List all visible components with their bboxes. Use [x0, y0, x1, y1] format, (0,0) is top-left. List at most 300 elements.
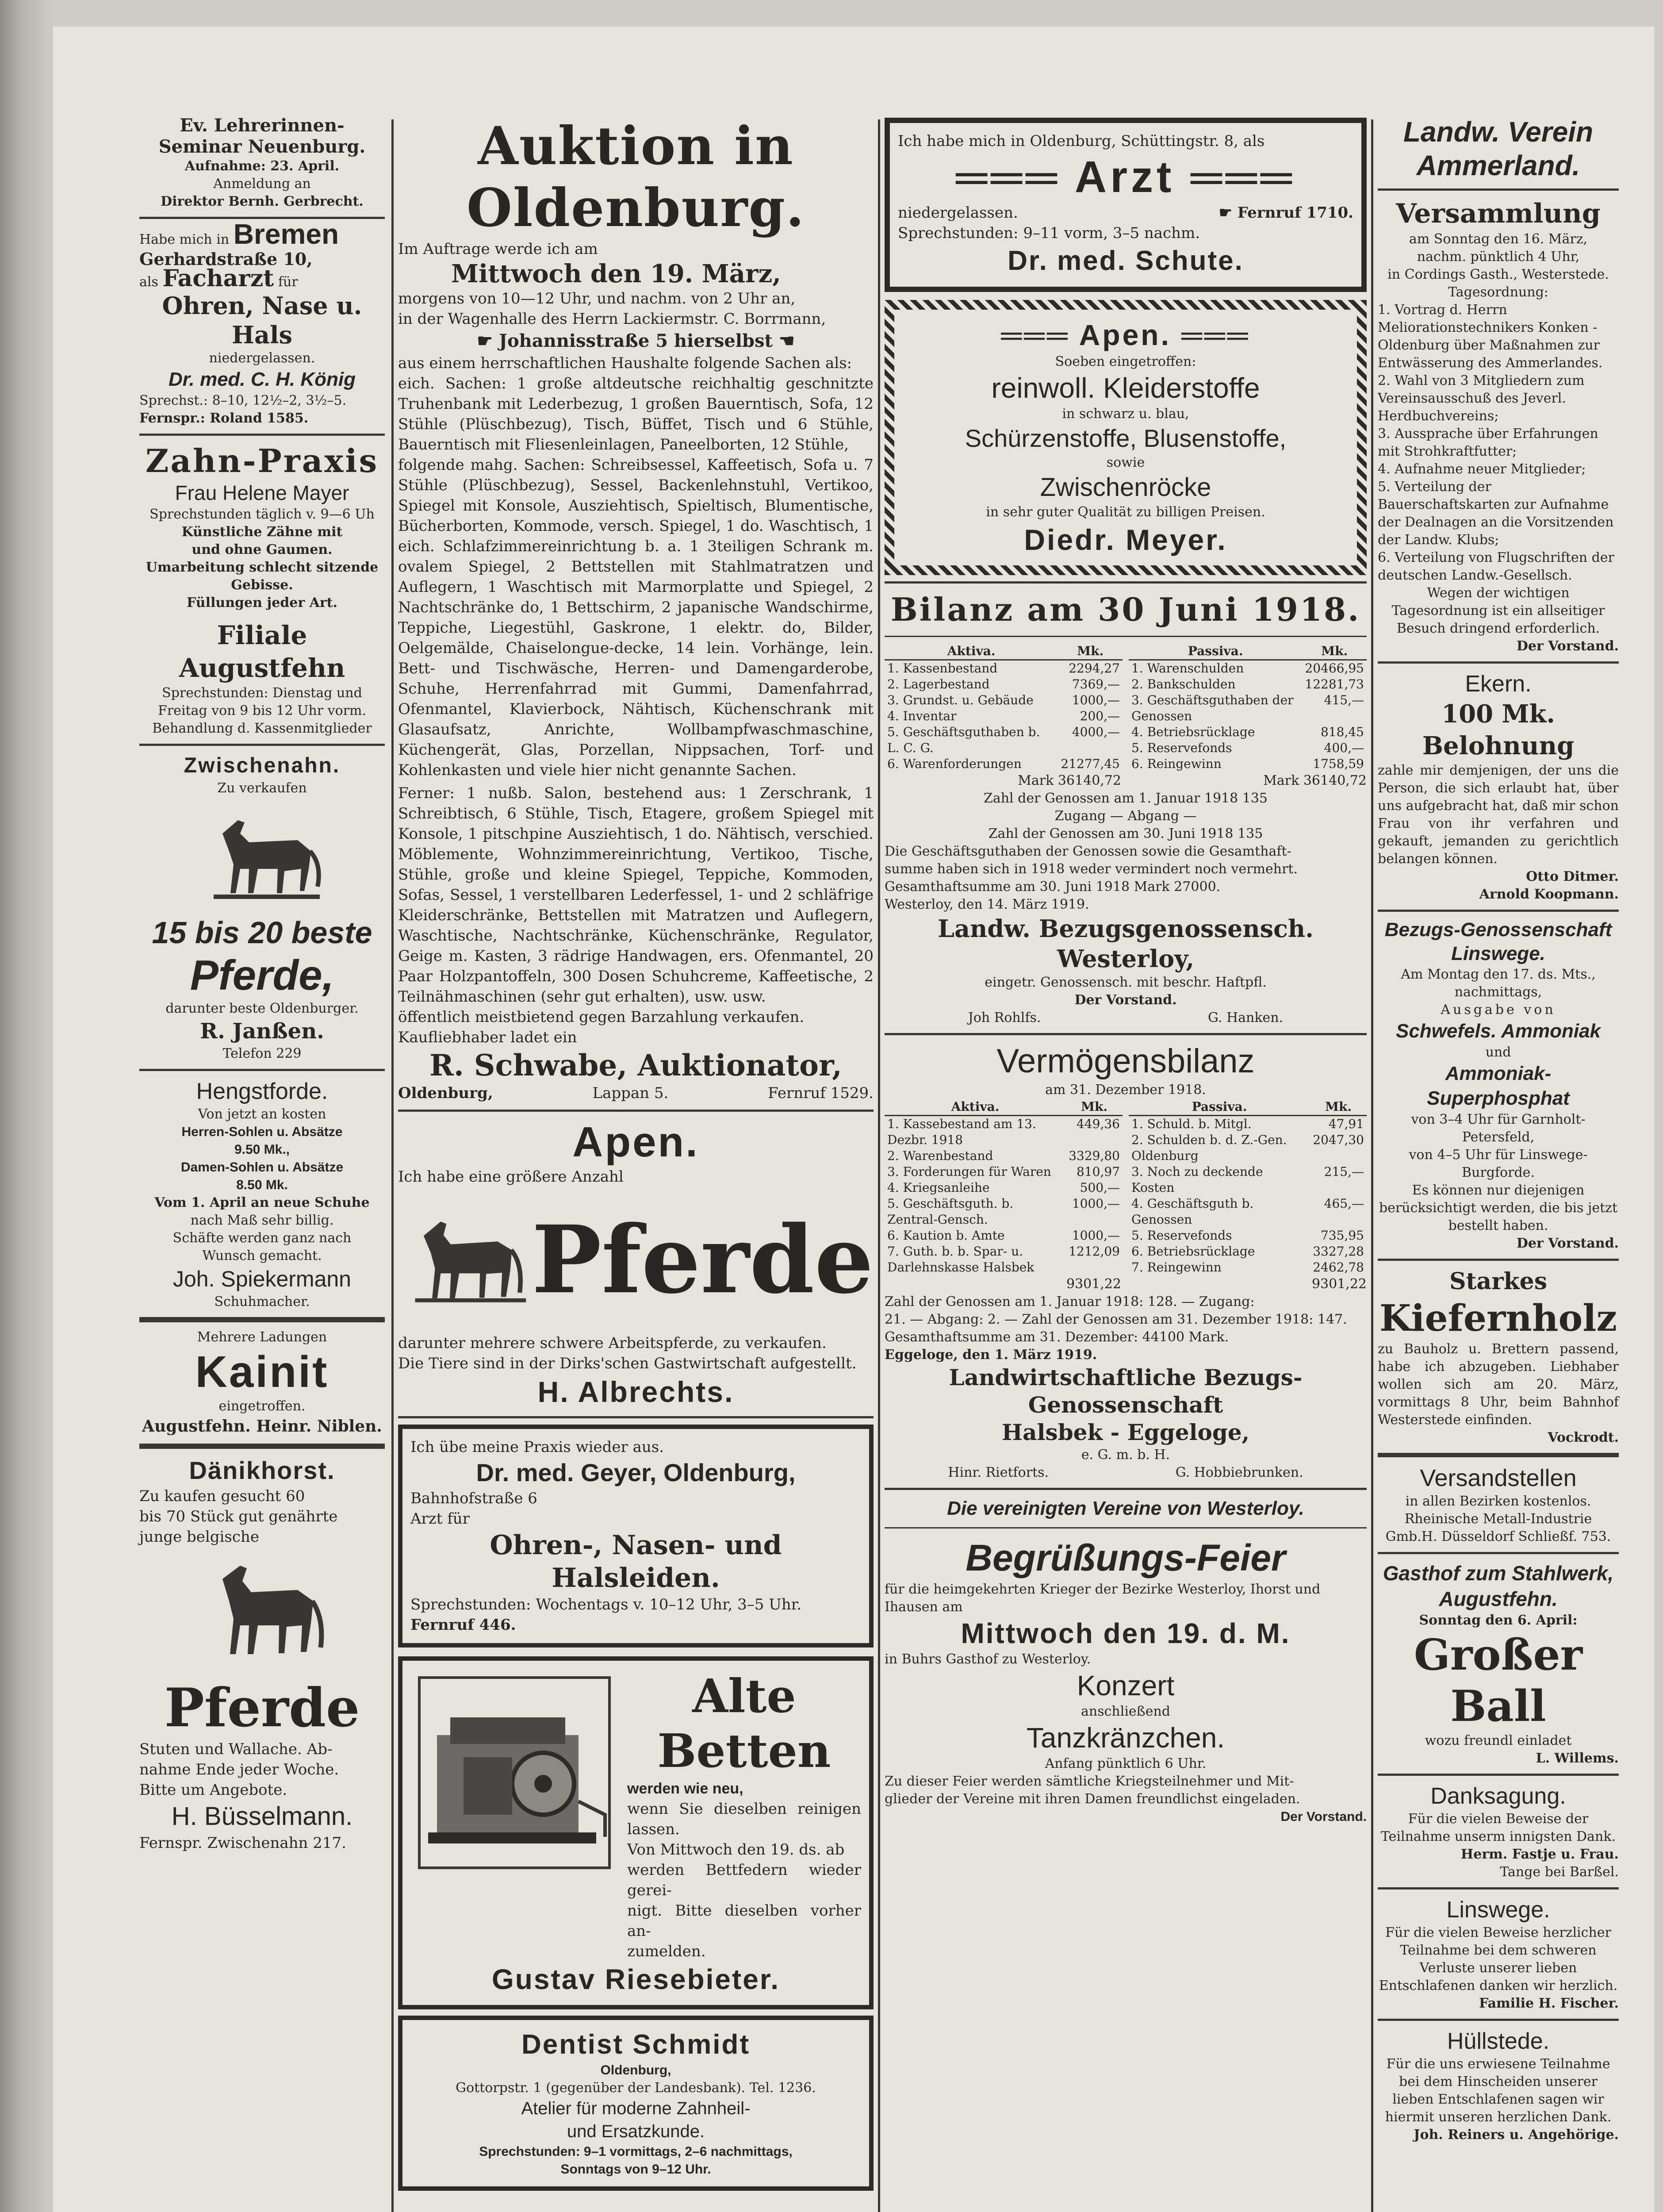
table-cell-value: 810,97	[1077, 1164, 1120, 1179]
divider	[885, 581, 1367, 584]
table-cell-value: 1212,09	[1069, 1244, 1120, 1259]
vermoegen-sum: 9301,22	[1311, 1276, 1367, 1292]
table-cell-value: 465,—	[1324, 1196, 1364, 1211]
agenda-item: 1. Vortrag d. Herrn Meliorationstechnikers Konken - Oldenburg über Maßnahmen zur Entwässerung des Ammerlandes.	[1378, 302, 1603, 371]
dank1-line: Für die vielen Beweise der Teilnahme unserm innigsten Dank.	[1380, 1811, 1616, 1844]
betten-line: werden Bettfedern wieder gerei-	[627, 1861, 861, 1899]
feier-tanz: Tanzkränzchen.	[1026, 1722, 1225, 1754]
auktion-foot-city: Oldenburg,	[398, 1084, 493, 1102]
arzt-line: Ich habe mich in Oldenburg, Schüttingstr. 8, als	[898, 132, 1265, 150]
geyer-line: Arzt für	[410, 1510, 470, 1528]
kiefern-title: Starkes	[1449, 1268, 1548, 1295]
landw-line: in Cordings Gasth., Westerstede.	[1387, 267, 1609, 282]
aktiva-header: Aktiva.	[885, 1099, 1066, 1116]
arzt-phone	[1219, 203, 1353, 223]
table-row	[1129, 1196, 1367, 1228]
table-cell-value: 12281,73	[1305, 677, 1364, 691]
table-cell-label: 3. Forderungen für Waren	[887, 1164, 1051, 1179]
table-cell-value: 1000,—	[1072, 1228, 1120, 1243]
seminar-ad	[139, 115, 385, 211]
koenig-phone: Fernspr.: Roland 1585.	[139, 411, 309, 426]
koenig-specialty: Ohren, Nase u. Hals	[162, 292, 362, 349]
zahn-name: Frau Helene Mayer	[175, 481, 349, 504]
dank1-title: Danksagung.	[1430, 1783, 1566, 1809]
table-row	[1129, 1228, 1367, 1244]
hengst-line: Wunsch gemacht.	[202, 1248, 322, 1263]
kainit-line: eingetroffen.	[218, 1398, 306, 1414]
dentist-addr: Gottorpstr. 1 (gegenüber der Landesbank). Tel. 1236.	[456, 2080, 816, 2096]
table-row	[1129, 724, 1367, 740]
column-rule	[878, 119, 880, 2212]
passiva-header: Passiva.	[1129, 643, 1302, 660]
auktion-title: Auktion in Oldenburg.	[466, 115, 805, 238]
dank1-line: Tange bei Barßel.	[1500, 1864, 1619, 1880]
apen-stoffe-ad	[885, 300, 1367, 575]
bilanz-org: Landw. Bezugsgenossensch. Westerloy,	[938, 914, 1314, 973]
landw-agenda	[1378, 301, 1619, 584]
dank1-name: Herm. Fastje u. Frau.	[1460, 1847, 1619, 1862]
table-cell-label: 4. Betriebsrücklage	[1131, 725, 1255, 739]
apen-line: Ich habe eine größere Anzahl	[398, 1168, 624, 1186]
versand-title: Versandstellen	[1420, 1465, 1577, 1491]
auktion-foot-phone: Fernruf 1529.	[768, 1084, 874, 1102]
bilanz-tables	[885, 643, 1367, 772]
vermoegen-ad	[885, 1041, 1367, 1482]
gasthof-line: wozu freundl einladet	[1425, 1733, 1572, 1748]
bezugs-line: Ausgabe von	[1441, 1002, 1556, 1018]
table-cell-label: 2. Warenbestand	[887, 1148, 993, 1163]
kainit-sender: Augustfehn. Heinr. Niblen.	[142, 1417, 382, 1436]
divider	[1378, 1453, 1619, 1457]
zwischenahn-sub: Zu verkaufen	[217, 780, 307, 796]
feier-konzert: Konzert	[1077, 1670, 1175, 1701]
vermoegen-note: Gesamthaftsumme am 31. Dezember: 44100 Mark.	[885, 1329, 1229, 1345]
table-cell-value: 3329,80	[1069, 1148, 1120, 1163]
daenik-title: Dänikhorst.	[189, 1456, 335, 1484]
betten-name: Gustav Riesebieter.	[491, 1963, 780, 1995]
mk-header: Mk.	[1302, 643, 1367, 660]
table-cell-value: 2462,78	[1313, 1260, 1364, 1275]
dank3-title: Hüllstede.	[1447, 2028, 1550, 2054]
apen-horse-ad	[398, 1118, 874, 1410]
vermoegen-sum: 9301,22	[1066, 1276, 1121, 1292]
table-cell-label: 1. Warenschulden	[1131, 661, 1244, 676]
table-cell-value: 3327,28	[1313, 1244, 1364, 1259]
feier-line: in Buhrs Gasthof zu Westerloy.	[885, 1651, 1091, 1667]
bilanz-vorstand: Der Vorstand.	[1074, 992, 1177, 1008]
divider	[1378, 1259, 1619, 1261]
zwischenahn-ad	[139, 752, 385, 1063]
daenik-line: junge belgische	[139, 1528, 259, 1546]
gasthof-name: L. Willems.	[1536, 1751, 1619, 1766]
bezugs-linswege-ad	[1378, 918, 1619, 1252]
daenik-line: Zu kaufen gesucht 60	[139, 1487, 305, 1505]
table-header-row	[1129, 643, 1367, 660]
column-2	[398, 115, 874, 2193]
feier-line: für die heimgekehrten Krieger der Bezirke Westerloy, Ihorst und	[885, 1582, 1321, 1597]
hengst-name: Joh. Spiekermann	[172, 1267, 351, 1291]
bilanz-passiva-table	[1129, 643, 1367, 772]
arzt-title-text: Arzt	[1074, 152, 1175, 202]
divider	[139, 1444, 385, 1449]
signature: Joh Rohlfs.	[968, 1010, 1041, 1025]
mk-header: Mk.	[1066, 1099, 1123, 1116]
betten-line: wenn Sie dieselben reinigen lassen.	[627, 1800, 861, 1838]
dentist-line: und Ersatzkunde.	[567, 2122, 705, 2141]
kiefern-big: Kiefernholz	[1379, 1297, 1617, 1340]
betten-text	[618, 1669, 861, 1962]
landw-vers: Versammlung	[1396, 198, 1601, 229]
arzt-line: niedergelassen.	[898, 204, 1018, 222]
table-cell-value: 4000,—	[1072, 725, 1120, 739]
agenda-item: 3. Aussprache über Erfahrungen mit Strohkraftfutter;	[1378, 426, 1598, 459]
hengst-line: Vom 1. April an neue Schuhe	[154, 1195, 370, 1210]
table-row	[1129, 740, 1367, 756]
gasthof-ad	[1378, 1560, 1619, 1767]
table-cell-label: 5. Geschäftsguth. b. Zentral-Gensch.	[887, 1196, 1014, 1227]
geyer-spec: Ohren-, Nasen- und Halsleiden.	[490, 1530, 782, 1594]
gasthof-title: Gasthof zum Stahlwerk,	[1383, 1562, 1614, 1585]
apen-big: Pferde	[532, 1205, 874, 1314]
bilanz-title: Bilanz am 30 Juni 1918.	[890, 591, 1361, 628]
hand-pointer-icon: ☚	[772, 330, 795, 351]
table-row	[885, 1116, 1123, 1148]
bilanz-org2: eingetr. Genossensch. mit beschr. Haftpfl.	[985, 975, 1267, 990]
daenik-phone: Fernspr. Zwischenahn 217.	[139, 1834, 346, 1852]
table-row	[1129, 756, 1367, 772]
column-rule	[391, 119, 394, 2212]
kainit-line: Mehrere Ladungen	[197, 1329, 327, 1345]
hengst-line: Herren-Sohlen u. Absätze	[181, 1125, 343, 1139]
hengst-line: Schäfte werden ganz nach	[172, 1230, 352, 1246]
table-cell-label: 1. Schuld. b. Mitgl.	[1131, 1117, 1252, 1131]
vermoegen-note: 21. — Abgang: 2. — Zahl der Genossen am 31. Dezember 1918: 147.	[885, 1312, 1347, 1327]
koenig-city: Bremen	[233, 218, 339, 250]
table-cell-label: 5. Reservefonds	[1131, 1228, 1232, 1243]
table-row	[885, 1196, 1123, 1228]
landw-line: am Sonntag den 16. März,	[1409, 231, 1588, 247]
divider	[885, 1488, 1367, 1490]
signature: G. Hobbiebrunken.	[1175, 1465, 1303, 1480]
feier-line: Ihausen am	[885, 1599, 963, 1615]
table-cell-label: 2. Schulden b. d. Z.-Gen. Oldenburg	[1131, 1133, 1287, 1163]
zahn-line: Füllungen jeder Art.	[187, 595, 337, 611]
dentist-line: Atelier für moderne Zahnheil-	[521, 2099, 751, 2118]
dentist-title: Dentist Schmidt	[521, 2029, 750, 2060]
bezugs-line: nachmittags,	[1454, 984, 1542, 1000]
auktion-line: öffentlich meistbietend gegen Barzahlung verkaufen.	[398, 1008, 805, 1026]
table-cell-label: 6. Reingewinn	[1131, 757, 1222, 771]
auktion-ad	[398, 115, 874, 1103]
table-cell-value: 215,—	[1324, 1164, 1364, 1179]
ekern-ad	[1378, 670, 1619, 903]
auktion-line: Kaufliebhaber ladet ein	[398, 1029, 577, 1046]
apen-horse-row	[398, 1187, 874, 1333]
vermoegen-sums	[885, 1275, 1367, 1293]
vermoegen-tables	[885, 1099, 1367, 1275]
table-cell-label: 3. Grundst. u. Gebäude	[887, 693, 1034, 707]
hengst-line: Von jetzt an kosten	[198, 1106, 326, 1122]
table-cell-value: 20466,95	[1305, 661, 1364, 676]
apen2-title-text: Apen.	[1079, 319, 1171, 351]
table-cell-label: 3. Geschäftsguthaben der Genossen	[1131, 693, 1294, 723]
bilanz-note: Zahl der Genossen am 1. Januar 1918 135	[983, 791, 1268, 806]
table-cell-value: 1758,59	[1313, 757, 1364, 771]
versandstellen-ad	[1378, 1463, 1619, 1546]
table-row	[1129, 1244, 1367, 1260]
hengst-price: 9.50 Mk.,	[234, 1142, 290, 1157]
auktion-line: in der Wagenhalle des Herrn Lackiermstr. C. Borrmann,	[398, 310, 826, 328]
table-row	[1129, 692, 1367, 724]
divider	[398, 1416, 874, 1418]
table-row	[1129, 1164, 1367, 1196]
dank3-name: Joh. Reiners u. Angehörige.	[1414, 2127, 1619, 2143]
seminar-title: Ev. Lehrerinnen-Seminar Neuenburg.	[158, 115, 366, 157]
table-cell-label: 5. Reservefonds	[1131, 741, 1232, 755]
table-cell-label: 6. Kaution b. Amte	[887, 1228, 1005, 1243]
landw-line: Wegen der wichtigen Tagesordnung ist ein allseitiger Besuch dringend erforderlich.	[1391, 585, 1605, 636]
divider	[139, 744, 385, 746]
table-cell-label: 4. Kriegsanleihe	[887, 1180, 990, 1195]
feier-line: glieder der Vereine mit ihren Damen freundlichst eingeladen.	[885, 1791, 1300, 1807]
apen2-line: sowie	[1106, 455, 1145, 470]
koenig-street: Gerhardstraße 10,	[139, 249, 313, 269]
hengst-line: nach Maß sehr billig.	[190, 1213, 334, 1228]
bilanz-ad	[885, 590, 1367, 1027]
table-row	[885, 724, 1123, 756]
table-cell-value: 818,45	[1321, 725, 1364, 739]
mk-header: Mk.	[1310, 1099, 1367, 1116]
table-cell-label: 7. Reingewinn	[1131, 1260, 1222, 1275]
table-cell-value: 200,—	[1080, 709, 1120, 723]
table-cell-label: 2. Lagerbestand	[887, 677, 990, 691]
table-cell-value: 500,—	[1080, 1180, 1120, 1195]
zahn-line: und ohne Gaumen.	[192, 542, 333, 557]
dentist-hours: Sonntags von 9–12 Uhr.	[560, 2162, 711, 2177]
kiefernholz-ad	[1378, 1267, 1619, 1447]
feier-title: Begrüßungs-Feier	[966, 1537, 1286, 1578]
divider	[1378, 1774, 1619, 1776]
mk-header: Mk.	[1058, 643, 1123, 660]
aktiva-header: Aktiva.	[885, 643, 1058, 660]
signature: G. Hanken.	[1208, 1010, 1284, 1025]
dentist-city: Oldenburg,	[600, 2063, 671, 2078]
vermoegen-note: Eggeloge, den 1. März 1919.	[885, 1347, 1097, 1363]
landw-title: Landw. Verein Ammerland.	[1403, 116, 1594, 181]
feier-ad	[885, 1496, 1367, 1826]
hand-pointer-icon: ☛	[1219, 204, 1238, 222]
huellstede-dank-ad	[1378, 2027, 1619, 2144]
bilanz-sum: Mark 36140,72	[1018, 773, 1121, 788]
versand-line: in allen Bezirken kostenlos.	[1405, 1494, 1591, 1509]
arzt-row	[898, 203, 1353, 223]
table-cell-value: 400,—	[1324, 741, 1364, 755]
landw-verein-ad	[1378, 115, 1619, 655]
table-cell-label: 3. Noch zu deckende Kosten	[1131, 1164, 1263, 1195]
zahn-title: Zahn-Praxis	[145, 442, 379, 480]
koenig-fach: Facharzt	[162, 265, 274, 292]
divider	[885, 1033, 1367, 1035]
table-cell-label: 4. Inventar	[887, 709, 957, 723]
daenik-line: Stuten und Wallache. Ab-	[139, 1740, 333, 1758]
gasthof-sub: Augustfehn.	[1439, 1587, 1558, 1610]
auktion-body: Ferner: 1 nußb. Salon, bestehend aus: 1 Zerschrank, 1 Schreibtisch, 6 Stühle, Tisch, Etagere, großem Spiegel mit Konsole, 1 pitschpine Ausziehtisch, 1 do. Nähtisch, verschied. Möblemente, Wohnzimmereinrichtung, Vertikoo, Tische, Stühle, große und kleine Spiegel, Teppiche, Kommoden, Sofas, Sessel, 1 verstellbaren Lederfessel, 1- und 2 schläfrige Kleiderschränke, Bettstellen mit Matratzen und Auflegern, Waschtische, Nachtschränke, Küchenschränke, Regulator, Geige m. Kasten, 3 rädrige Handwagen, ers. Ofenmantel, 20 Paar Holzpantoffeln, 300 Dosen Schuhcreme, Kaffeetische, 2 Teilnähmaschinen (sehr gut erhalten), usw. usw.	[398, 784, 874, 1006]
bezugs-line: von 3–4 Uhr für Garnholt-Petersfeld,	[1411, 1112, 1586, 1145]
table-cell-value: 21277,45	[1061, 757, 1120, 771]
apen-line: Die Tiere sind in der Dirks'schen Gastwirtschaft aufgestellt.	[398, 1355, 857, 1372]
apen2-headline: Zwischenröcke	[1040, 473, 1211, 502]
arzt-ad	[885, 118, 1367, 292]
ekern-line: zahle mir demjenigen, der uns die Person, die sich erlaubt hat, über uns aufgebracht hat, daß mir schon Frau von ihr verfahren und gekauft, jemanden zu gerichtlich belangen können.	[1378, 763, 1619, 867]
bezugs-line: Es können nur diejenigen berücksichtigt werden, die bis jetzt bestellt haben.	[1379, 1183, 1618, 1233]
bilanz-note: Zugang — Abgang —	[1054, 808, 1197, 824]
filiale-line: Sprechstunden: Dienstag und	[162, 685, 362, 701]
hengst-price: 8.50 Mk.	[236, 1178, 288, 1192]
table-cell-value: 7369,—	[1072, 677, 1120, 691]
feier-line: anschließend	[1081, 1704, 1170, 1719]
zwischenahn-big2: Pferde,	[190, 952, 334, 999]
gasthof-line: Sonntag den 6. April:	[1419, 1613, 1578, 1628]
koenig-ad	[139, 218, 385, 427]
vermoegen-org3: e. G. m. b. H.	[1081, 1447, 1170, 1463]
zahn-line: Umarbeitung schlecht sitzende	[146, 560, 379, 575]
bilanz-sum: Mark 36140,72	[1263, 773, 1367, 788]
filiale-line: Behandlung d. Kassenmitglieder	[152, 721, 372, 736]
apen-line: darunter mehrere schwere Arbeitspferde, zu verkaufen.	[398, 1334, 827, 1352]
seminar-line: Aufnahme: 23. April.	[184, 158, 340, 174]
vermoegen-passiva-table	[1129, 1099, 1367, 1275]
table-cell-label: 5. Geschäftsguthaben b. L. C. G.	[887, 725, 1040, 755]
versand-line: Gmb.H. Düsseldorf Schließf. 753.	[1385, 1529, 1611, 1544]
apen-title: Apen.	[572, 1118, 699, 1166]
table-cell-value: 449,36	[1077, 1117, 1120, 1131]
apen2-line: in schwarz u. blau,	[1062, 406, 1189, 422]
arzt-phone-text: Fernruf 1710.	[1237, 204, 1353, 222]
table-row	[885, 676, 1123, 692]
filiale-title: Filiale Augustfehn	[179, 620, 345, 683]
table-cell-label: 4. Geschäftsguth b. Genossen	[1131, 1196, 1254, 1227]
zwischenahn-big1: 15 bis 20 beste	[152, 915, 372, 950]
divider	[1378, 910, 1619, 912]
daenik-line: nahme Ende jeder Woche.	[139, 1761, 339, 1778]
koenig-name: Dr. med. C. H. König	[169, 369, 356, 390]
divider	[139, 434, 385, 436]
dank2-line: Für die vielen Beweise herzlicher Teilnahme bei dem schweren Verluste unserer lieben Entschlafenen danken wir herzlich.	[1379, 1925, 1618, 1993]
table-row	[885, 1180, 1123, 1196]
hengst-prof: Schuhmacher.	[214, 1294, 310, 1310]
feier-line: Zu dieser Feier werden sämtliche Kriegsteilnehmer und Mit-	[885, 1774, 1294, 1789]
signature: Hinr. Rietforts.	[948, 1465, 1049, 1480]
vermoegen-date: am 31. Dezember 1918.	[1045, 1082, 1206, 1098]
dank2-name: Familie H. Fischer.	[1479, 1996, 1619, 2011]
zahn-ad	[139, 442, 385, 612]
table-row	[885, 692, 1123, 708]
landw-line: nachm. pünktlich 4 Uhr,	[1417, 249, 1580, 265]
ekern-big: 100 Mk. Belohnung	[1422, 699, 1575, 760]
zwischenahn-name: R. Janßen.	[200, 1019, 324, 1044]
agenda-item: 6. Verteilung von Flugschriften der deutschen Landw.-Gesellsch.	[1378, 550, 1614, 583]
divider	[1378, 1552, 1619, 1554]
table-header-row	[1129, 1099, 1367, 1116]
table-cell-value: 735,95	[1321, 1228, 1364, 1243]
table-cell-label: 1. Kassenbestand	[887, 661, 998, 676]
kainit-ad	[139, 1329, 385, 1437]
table-cell-value: 1000,—	[1072, 1196, 1120, 1211]
betten-line: zumelden.	[627, 1943, 706, 1960]
bezugs-product: Ammoniak-Superphosphat	[1427, 1063, 1570, 1109]
auktion-name: R. Schwabe, Auktionator,	[429, 1048, 843, 1083]
divider	[398, 1110, 874, 1112]
apen-name: H. Albrechts.	[537, 1375, 734, 1408]
agenda-item: 5. Verteilung der Bauerschaftskarten zur Aufnahme der Dealnagen an die Vorsitzenden der Landw. Klubs;	[1378, 479, 1614, 548]
table-row	[1129, 676, 1367, 692]
feier-vorstand: Der Vorstand.	[1280, 1809, 1367, 1824]
table-row	[885, 1148, 1123, 1164]
geyer-ad	[398, 1425, 874, 1647]
divider	[139, 1317, 385, 1322]
hengst-title: Hengstforde.	[196, 1079, 328, 1104]
danksagung-ad	[1378, 1782, 1619, 1881]
zahn-line: Gebisse.	[231, 577, 293, 593]
bezugs-product: Schwefels. Ammoniak	[1396, 1020, 1601, 1042]
table-row	[1129, 1132, 1367, 1164]
bezugs-title: Bezugs-Genossenschaft Linswege.	[1384, 919, 1612, 964]
betten-row	[410, 1669, 861, 1962]
column-3	[885, 115, 1367, 1826]
table-cell-value: 2047,30	[1313, 1133, 1364, 1147]
table-row	[885, 1244, 1123, 1275]
koenig-niedergel: niedergelassen.	[209, 350, 315, 366]
passiva-header: Passiva.	[1129, 1099, 1310, 1116]
bezugs-vorstand: Der Vorstand.	[1516, 1236, 1619, 1251]
divider	[139, 1069, 385, 1071]
vermoegen-aktiva-table	[885, 1099, 1123, 1275]
table-row	[885, 1164, 1123, 1180]
daenikhorst-ad	[139, 1455, 385, 1853]
horse-illustration	[192, 1552, 333, 1672]
dentist-hours: Sprechstunden: 9–1 vormittags, 2–6 nachmittags,	[479, 2144, 793, 2159]
auktion-date: Mittwoch den 19. März,	[451, 259, 781, 288]
bezugs-line: von 4–5 Uhr für Linswege-Burgforde.	[1409, 1147, 1588, 1180]
ekern-name: Otto Ditmer.	[1526, 869, 1619, 884]
auktion-body: folgende mahg. Sachen: Schreibsessel, Kaffeetisch, Sofa u. 7 Stühle (Plüschbezug), Sessel, Backenlehnstuhl, Vertikoo, Spiegel mit Konsole, Ausziehtisch, Spieltisch, Blumentische, Bücherborten, Kommode, versch. Spiegel, 1 do. Waschtisch, 1 eich. Schlafzimmereinrichtung b. a. 1 3teiligen Schrank m. ovalem Spiegel, 2 Bettstellen mit Stahlmatratzen und Auflegern, 1 Waschtisch mit Marmorplatte und Spiegel, 2 Nachtschränke do, 1 Bettschirm, 2 japanische Wandschirme, Teppiche, Liegestühl, Gaskrone, 1 elektr. do, Bilder, Oelgemälde, Chaiselongue-decke, 14 lein. Vorhänge, lein. Bett- und Tischwäsche, Herren- und Damengarderobe, Schuhe, Herrenfahrrad mit Gummi, Damenfahrrad, Ofenmantel, Klavierbock, Nähtisch, Küchenschrank mit Glasaufsatz, Anrichte, Wollbampfwaschmaschine, Küchengerät, Glas, Porzellan, Nippsachen, Torf- und Kohlenkasten und viele hier nicht genannte Sachen.	[398, 456, 874, 779]
divider	[885, 1527, 1367, 1528]
apen2-title: ═══ Apen. ═══	[1001, 319, 1250, 351]
horse-illustration	[398, 1187, 532, 1333]
vermoegen-signatures	[885, 1464, 1367, 1482]
koenig-als: als	[139, 274, 158, 290]
table-row	[1129, 1260, 1367, 1275]
apen2-headline: reinwoll. Kleiderstoffe	[991, 372, 1260, 404]
table-cell-label: 2. Bankschulden	[1131, 677, 1236, 691]
betten-line: Von Mittwoch den 19. ds. ab	[627, 1841, 845, 1859]
divider	[1378, 188, 1619, 191]
divider	[1378, 661, 1619, 664]
table-row	[885, 756, 1123, 772]
geyer-line: Ich übe meine Praxis wieder aus.	[410, 1438, 664, 1456]
table-row	[1129, 660, 1367, 677]
column-1	[139, 115, 385, 1853]
auktion-footer	[398, 1083, 874, 1103]
vermoegen-title: Vermögensbilanz	[996, 1042, 1255, 1080]
versand-line: Rheinische Metall-Industrie	[1404, 1511, 1592, 1527]
koenig-fuer: für	[278, 274, 298, 290]
apen2-line: Soeben eingetroffen:	[1055, 354, 1196, 369]
vermoegen-org2: Halsbek - Eggeloge,	[1001, 1419, 1250, 1445]
arzt-name: Dr. med. Schute.	[1008, 246, 1244, 276]
bilanz-note: Die Geschäftsguthaben der Genossen sowie die Gesamthaft-	[885, 844, 1291, 859]
auktion-line: Im Auftrage werde ich am	[398, 240, 598, 258]
